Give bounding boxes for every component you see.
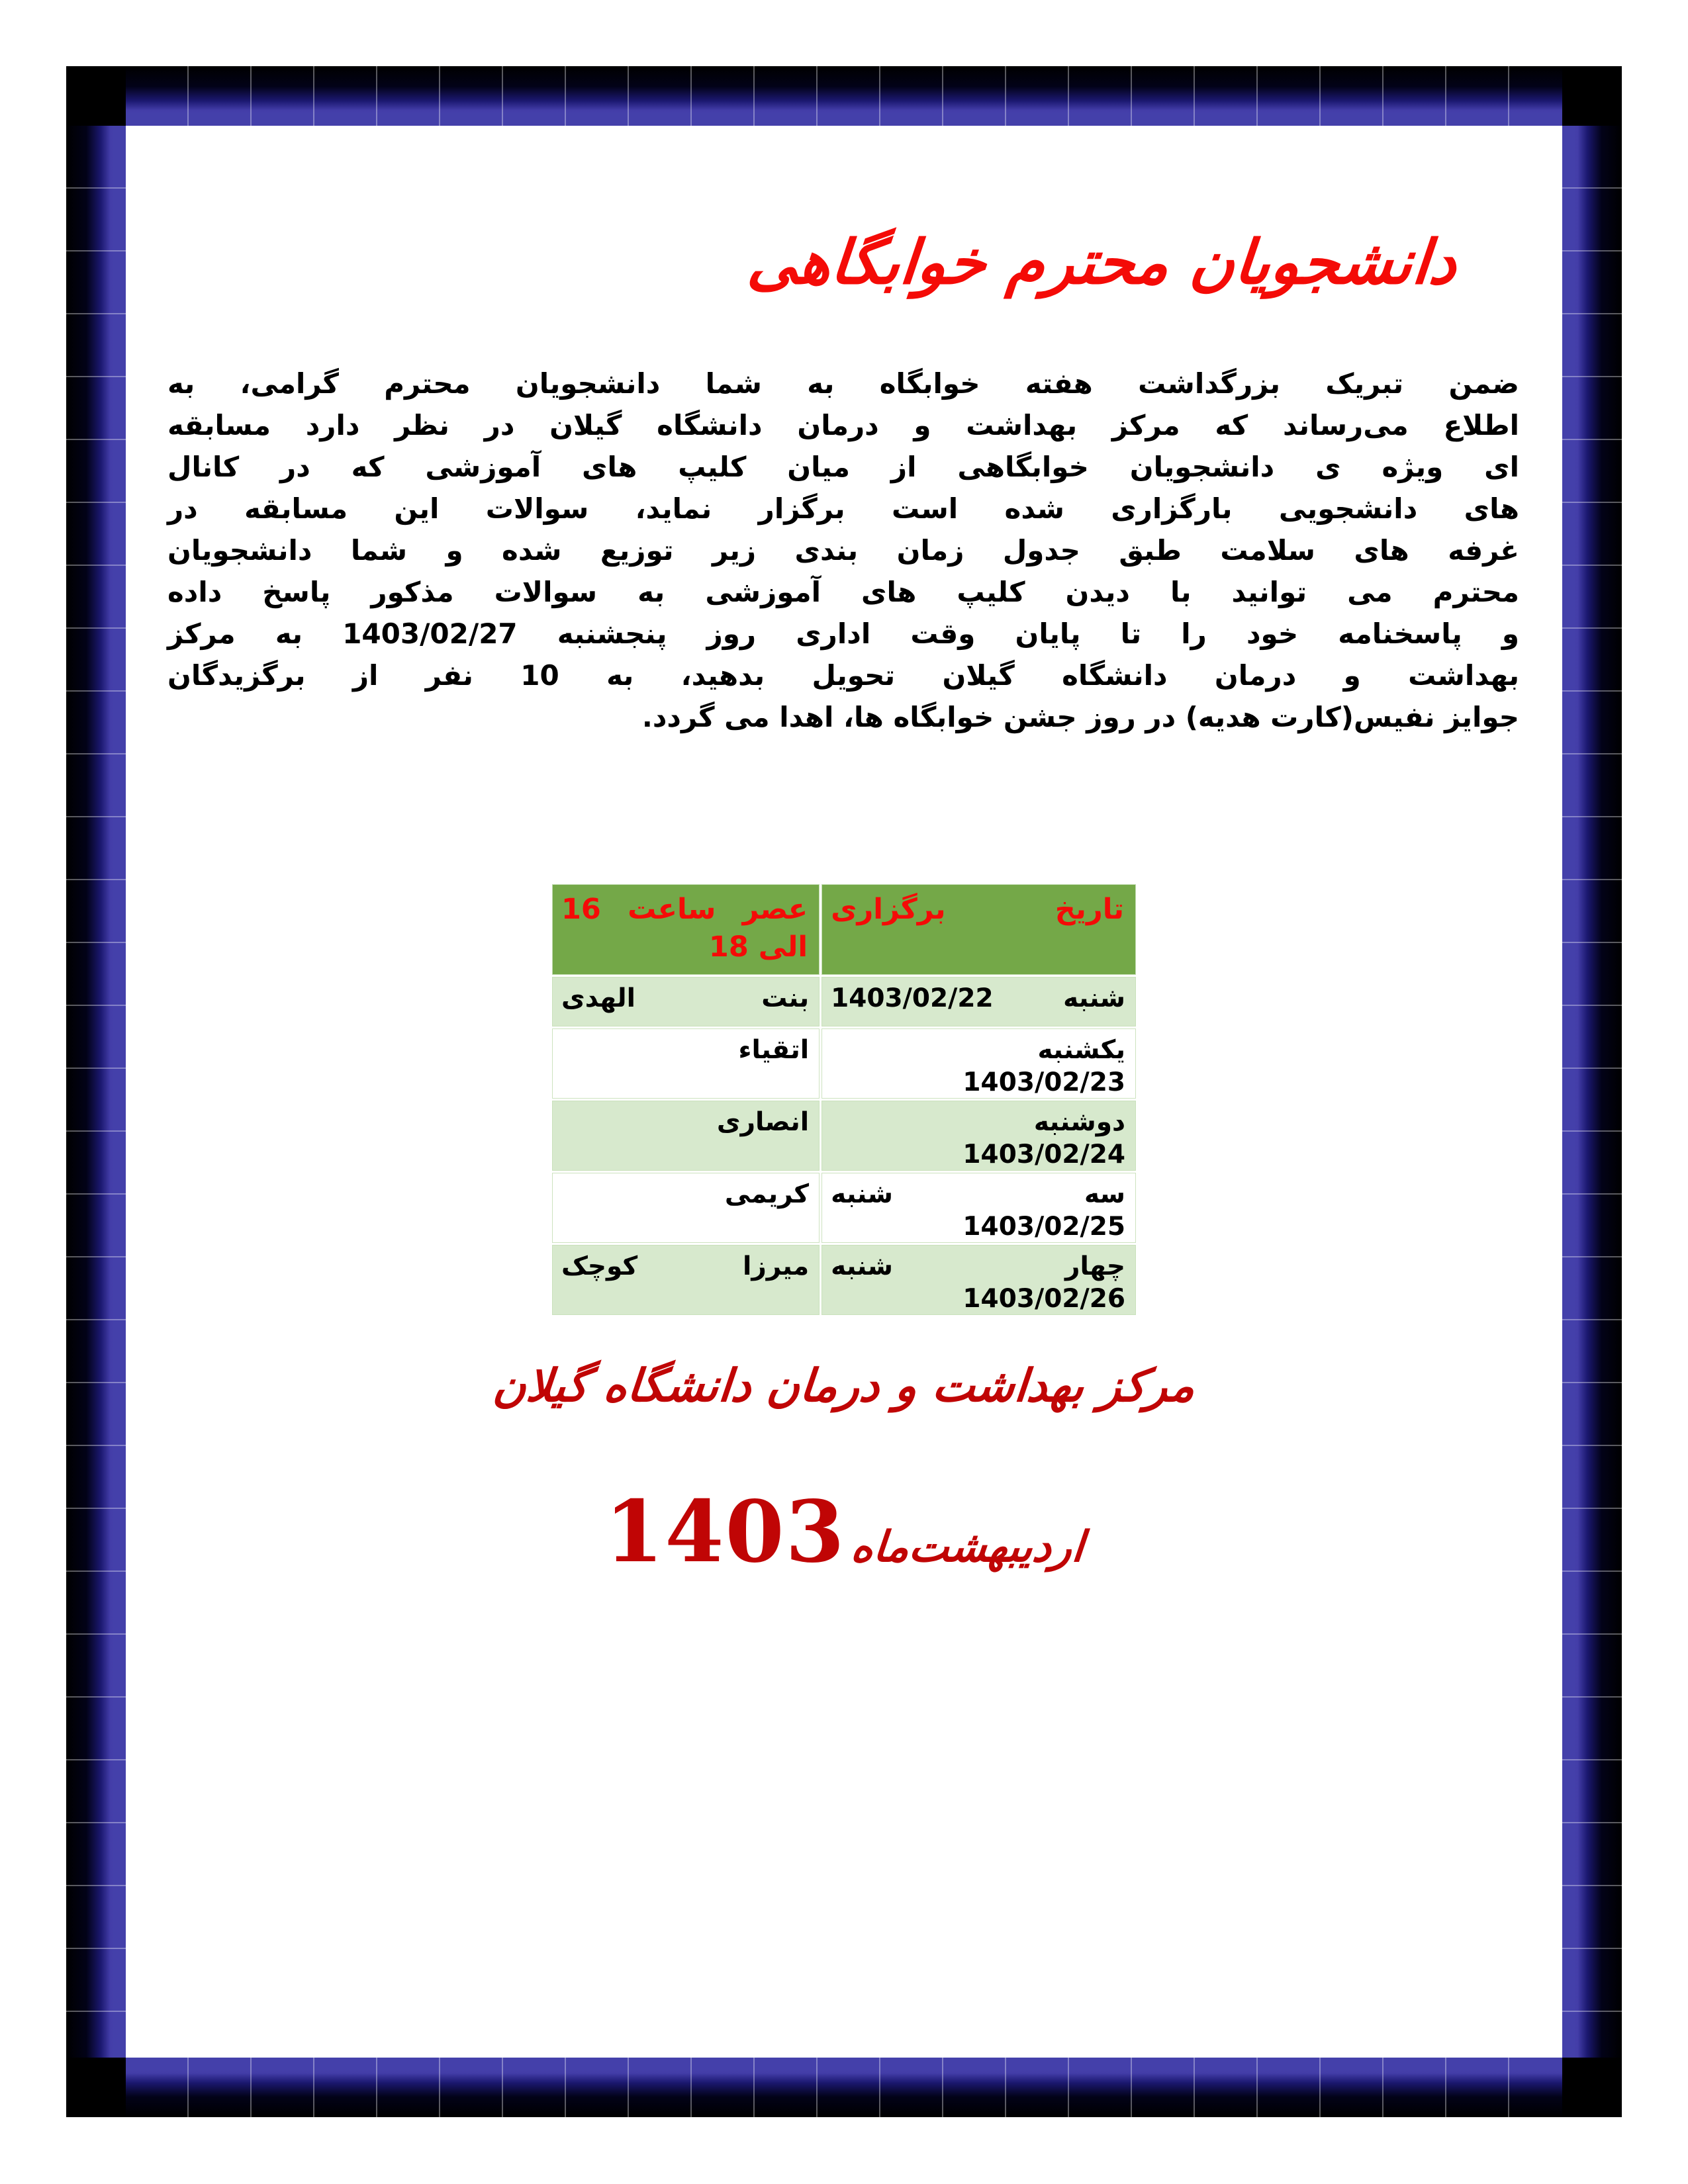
schedule-table-header xyxy=(551,884,1137,976)
frame-corner-bottom-right xyxy=(1562,2058,1622,2117)
paragraph-line: ای ویژه ی دانشجویان خوابگاهی از میان کلیپ های آموزشی که در کانال xyxy=(167,451,1519,483)
issue-year: 1403 xyxy=(604,1482,846,1582)
issue-date xyxy=(0,1482,1688,1582)
date-column-label: تاریخ برگزاری xyxy=(831,893,1124,926)
session-date-cell: چهار شنبه 1403/02/26 xyxy=(821,1244,1137,1316)
paragraph-line: های دانشجویی بارگزاری شده است برگزار نماید، سوالات این مسابقه در xyxy=(167,492,1519,525)
paragraph-line: محترم می توانید با دیدن کلیپ های آموزشی به سوالات مذکور پاسخ داده xyxy=(167,576,1519,608)
issue-month: اردیبهشت‌ماه xyxy=(849,1523,1086,1572)
dorm-name-cell: کریمی xyxy=(551,1172,821,1244)
frame-corner-top-right xyxy=(1562,66,1622,126)
organization-signature: مرکز بهداشت و درمان دانشگاه گیلان xyxy=(491,1360,1197,1412)
paragraph-line: اطلاع می‌رساند که مرکز بهداشت و درمان دانشگاه گیلان در نظر دارد مسابقه xyxy=(167,409,1519,441)
session-date-cell: سه شنبه 1403/02/25 xyxy=(821,1172,1137,1244)
session-date-cell: دوشنبه 1403/02/24 xyxy=(821,1100,1137,1172)
header-row xyxy=(551,884,1137,976)
announcement-paragraph xyxy=(167,363,1519,738)
dorm-name-cell: اتقیاء xyxy=(551,1028,821,1100)
dorm-name-cell: انصاری xyxy=(551,1100,821,1172)
schedule-row xyxy=(551,976,1137,1028)
paragraph-line: بهداشت و درمان دانشگاه گیلان تحویل بدهید، به 10 نفر از برگزیدگان xyxy=(167,659,1519,692)
paragraph-line: غرفه های سلامت طبق جدول زمان بندی زیر توزیع شده و شما دانشجویان xyxy=(167,534,1519,567)
frame-edge-bottom xyxy=(126,2058,1562,2117)
paragraph-line: ضمن تبریک بزرگداشت هفته خوابگاه به شما دانشجویان محترم گرامی، به xyxy=(167,367,1519,400)
page-title: دانشجویان محترم خوابگاهی xyxy=(745,227,1460,298)
time-column-label-line1: عصر ساعت 16 xyxy=(561,893,808,926)
frame-edge-right xyxy=(1562,126,1622,2058)
schedule-table xyxy=(550,882,1138,1317)
dorm-name-cell: میرزا کوچک xyxy=(551,1244,821,1316)
session-date-cell: شنبه 1403/02/22 xyxy=(821,976,1137,1028)
schedule-row xyxy=(551,1100,1137,1172)
schedule-row xyxy=(551,1028,1137,1100)
time-column-label-line2: الی 18 xyxy=(708,931,808,964)
frame-corner-top-left xyxy=(66,66,126,126)
frame-corner-bottom-left xyxy=(66,2058,126,2117)
frame-edge-top xyxy=(126,66,1562,126)
schedule-row xyxy=(551,1172,1137,1244)
paragraph-line: جوایز نفیس(کارت هدیه) در روز جشن خوابگاه ها، اهدا می گردد. xyxy=(641,701,1519,733)
session-date-cell: یکشنبه 1403/02/23 xyxy=(821,1028,1137,1100)
paragraph-line: و پاسخنامه خود را تا پایان وقت اداری روز پنجشنبه 1403/02/27 به مرکز xyxy=(167,617,1519,650)
schedule-row xyxy=(551,1244,1137,1316)
date-column-header xyxy=(821,884,1137,976)
dorm-name-cell: بنت الهدی xyxy=(551,976,821,1028)
frame-edge-left xyxy=(66,126,126,2058)
time-column-header xyxy=(551,884,821,976)
